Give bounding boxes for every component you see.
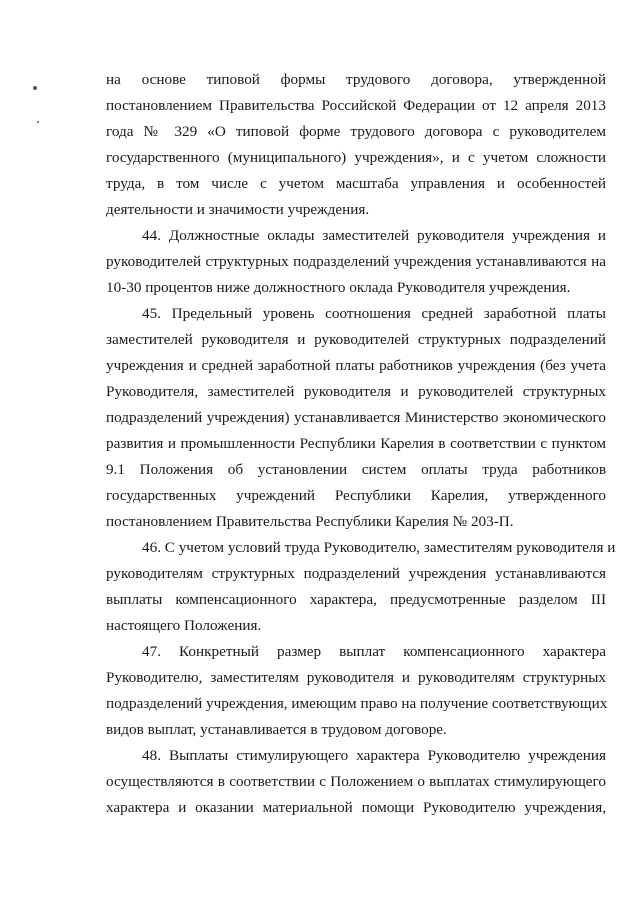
- scan-dot: [33, 86, 37, 90]
- text-line: года № 329 «О типовой форме трудового договора с руководителем: [106, 123, 606, 140]
- text-line: деятельности и значимости учреждения.: [106, 201, 370, 218]
- text-line: видов выплат, устанавливается в трудовом договоре.: [106, 721, 447, 738]
- text-line: постановлением Правительства Российской Федерации от 12 апреля 2013: [106, 97, 606, 114]
- paragraph-first-line: 48. Выплаты стимулирующего характера Руководителю учреждения: [142, 747, 606, 764]
- text-line: на основе типовой формы трудового договора, утвержденной: [106, 71, 606, 88]
- scan-dot: [37, 121, 39, 123]
- text-line: Руководителя, заместителей руководителя и руководителей структурных: [106, 383, 606, 400]
- paragraph-first-line: 47. Конкретный размер выплат компенсационного характера: [142, 643, 606, 660]
- text-line: руководителям структурных подразделений учреждения устанавливаются: [106, 565, 606, 582]
- text-line: заместителей руководителя и руководителей структурных подразделений: [106, 331, 606, 348]
- text-line: подразделений учреждения, имеющим право на получение соответствующих: [106, 695, 608, 712]
- paragraph-first-line: 44. Должностные оклады заместителей руководителя учреждения и: [142, 227, 606, 244]
- paragraph-first-line: 45. Предельный уровень соотношения средней заработной платы: [142, 305, 606, 322]
- text-line: государственного (муниципального) учреждения», и с учетом сложности: [106, 149, 606, 166]
- text-line: Руководителю, заместителям руководителя и руководителям структурных: [106, 669, 606, 686]
- text-line: характера и оказании материальной помощи Руководителю учреждения,: [106, 799, 606, 816]
- text-line: настоящего Положения.: [106, 617, 262, 634]
- text-line: учреждения и средней заработной платы работников учреждения (без учета: [106, 357, 606, 374]
- text-line: выплаты компенсационного характера, предусмотренные разделом III: [106, 591, 606, 608]
- text-line: подразделений учреждения) устанавливается Министерство экономического: [106, 409, 606, 426]
- paragraph-first-line: 46. С учетом условий труда Руководителю, заместителям руководителя и: [142, 539, 616, 556]
- text-line: руководителей структурных подразделений учреждения устанавливаются на: [106, 253, 606, 270]
- text-line: труда, в том числе с учетом масштаба управления и особенностей: [106, 175, 606, 192]
- text-line: осуществляются в соответствии с Положением о выплатах стимулирующего: [106, 773, 606, 790]
- text-line: 10-30 процентов ниже должностного оклада Руководителя учреждения.: [106, 279, 571, 296]
- text-line: государственных учреждений Республики Карелия, утвержденного: [106, 487, 606, 504]
- text-line: развития и промышленности Республики Карелия в соответствии с пунктом: [106, 435, 606, 452]
- text-line: 9.1 Положения об установлении систем оплаты труда работников: [106, 461, 606, 478]
- text-line: постановлением Правительства Республики Карелия № 203-П.: [106, 513, 514, 530]
